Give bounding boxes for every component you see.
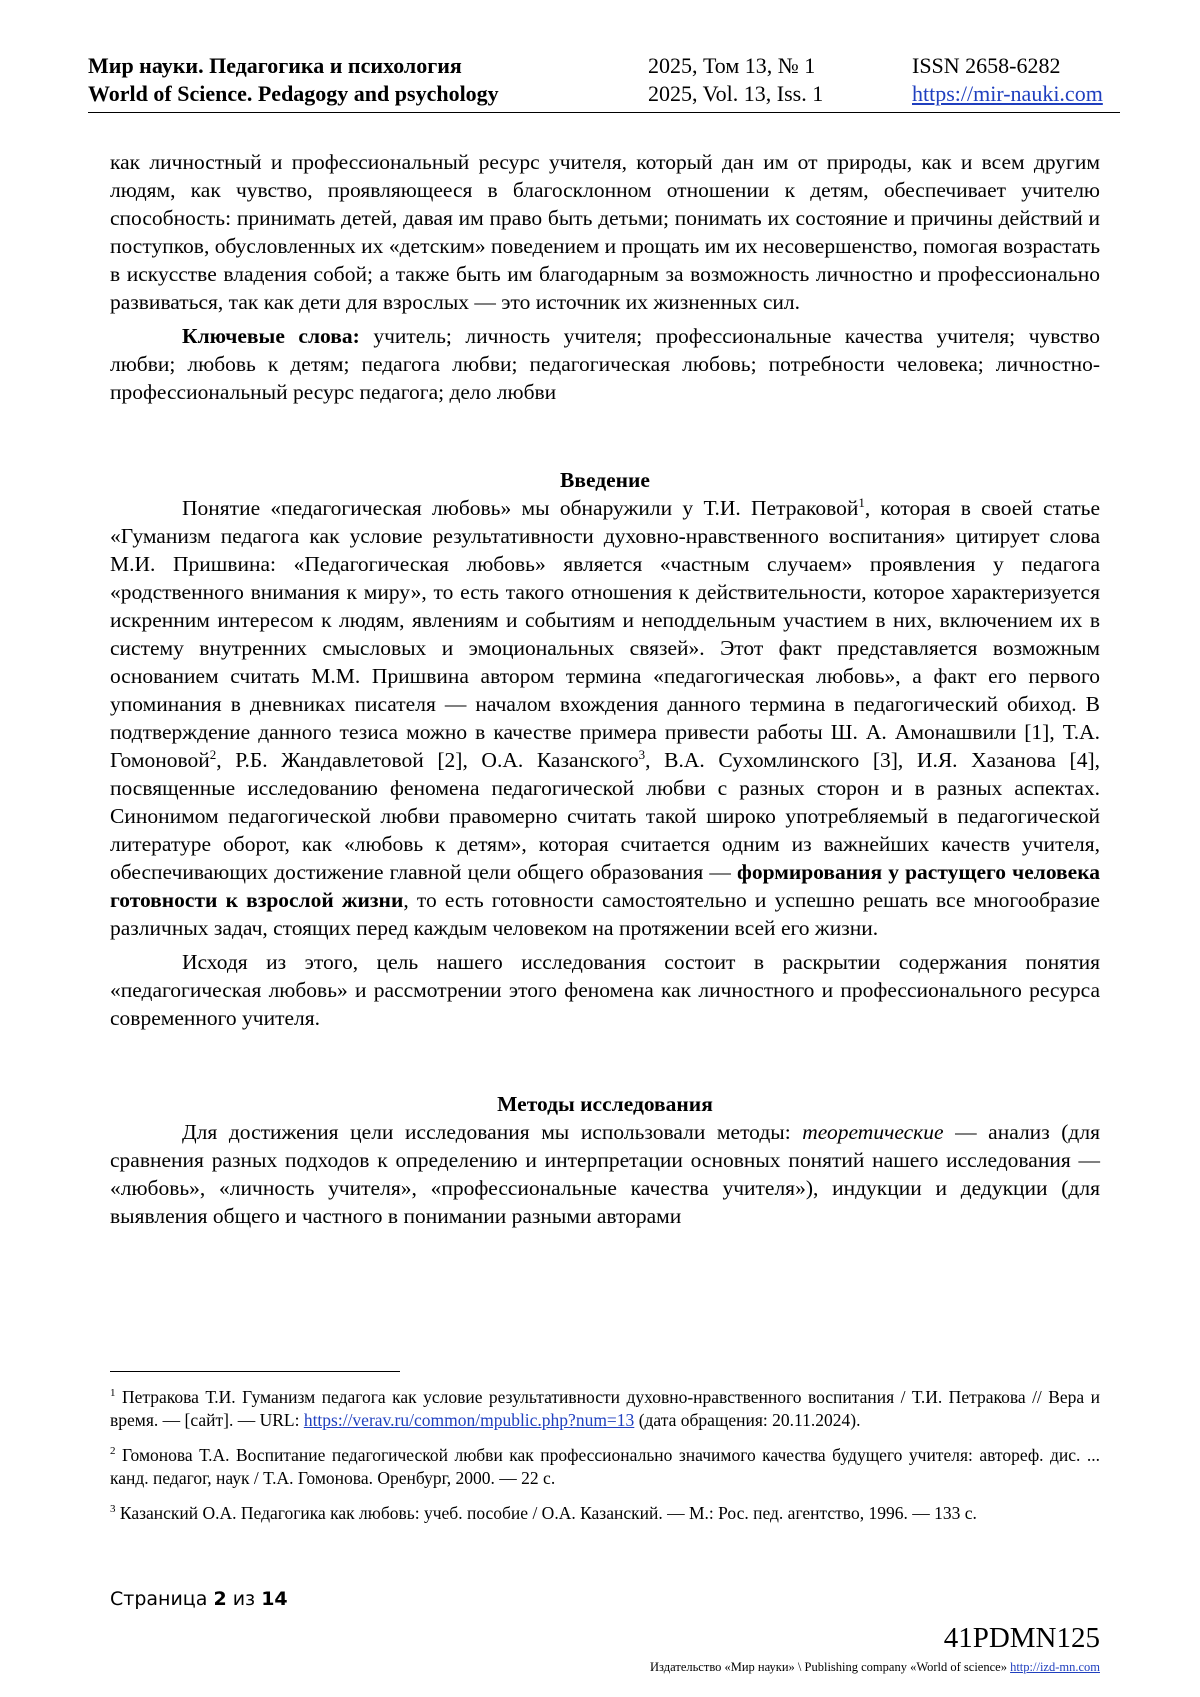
footnote-2	[110, 1444, 1100, 1490]
footnote-ref-3[interactable]: 3	[638, 746, 646, 762]
intro-paragraph-2: Исходя из этого, цель нашего исследования состоит в раскрытии содержания понятия «педагогическая любовь» и рассмотрении этого феномена как личностного и профессионального ресурса современного учителя.	[110, 950, 1100, 1030]
intro-text-b: , которая в своей статье «Гуманизм педагога как условие результативности духовно-нравственного воспитания» цитирует слова М.И. Пришвина: «Педагогическая любовь» является «частным случаем» проявления у педагога «родственного внимания к миру», то есть такого отношения к действительности, которое характеризуется искренним интересом к людям, явлениям и событиям и неподдельным участием в них, включением их в систему внутренних смысловых и эмоциональных связей». Этот факт представляется возможным основанием считать М.М. Пришвина автором термина «педагогическая любовь», а факт его первого упоминания в дневниках писателя — началом вхождения данного термина в педагогический обиход. В подтверждение данного тезиса можно в качестве примера привести работы Ш. А. Амонашвили [1], Т.А. Гомоновой	[110, 496, 1100, 772]
footnotes	[110, 1386, 1100, 1537]
intro-bold-goal: формирования у растущего человека готовности к взрослой жизни	[110, 860, 1101, 912]
keywords-text: учитель; личность учителя; профессиональные качества учителя; чувство любви; любовь к детям; педагога любви; педагогическая любовь; потребности человека; личностно-профессиональный ресурс педагога; дело любви	[110, 324, 1100, 404]
issue-ru: 2025, Том 13, № 1	[648, 53, 816, 78]
footnote-divider	[110, 1371, 400, 1372]
footnote-number-2: 2	[110, 1445, 116, 1458]
abstract-end: как личностный и профессиональный ресурс учителя, который дан им от природы, как и всем другим людям, как чувство, проявляющееся в благосклонном отношении к детям, обеспечивает учителю способность: принимать детей, давая им право быть детьми; понимать их состояние и причины действий и поступков, обусловленных их «детским» поведением и прощать им их несовершенство, помогая возрастать в искусстве владения собой; а также быть им благодарным за возможность личностно и профессионально развиваться, так как дети для взрослых — это источник их жизненных сил.	[110, 150, 1100, 314]
page-current: 2	[213, 1588, 227, 1610]
methods-text-b: — анализ (для сравнения разных подходов к определению и интерпретации основных понятий нашего исследования — «любовь», «личность учителя», «профессиональные качества учителя»), индукции и дедукции (для выявления общего и частного в понимании разными авторами	[110, 1120, 1100, 1228]
publisher-line	[650, 1660, 1100, 1675]
footnote-1-link[interactable]: https://verav.ru/common/mpublic.php?num=13	[303, 1410, 635, 1430]
issn: ISSN 2658-6282	[912, 53, 1061, 78]
methods-text-a: Для достижения цели исследования мы использовали методы:	[182, 1120, 803, 1144]
methods-heading: Методы исследования	[497, 1092, 713, 1116]
footnote-1-text: Петракова Т.И. Гуманизм педагога как условие результативности духовно-нравственного воспитания / Т.И. Петракова // Вера и время. — [сайт]. — URL:	[110, 1387, 1100, 1430]
journal-site-link[interactable]: https://mir-nauki.com	[912, 81, 1103, 106]
methods-paragraph-1	[110, 1118, 1100, 1230]
footnote-ref-1[interactable]: 1	[858, 494, 865, 510]
issue-en: 2025, Vol. 13, Iss. 1	[648, 81, 824, 106]
intro-paragraph-1	[110, 494, 1100, 942]
page-mid: из	[226, 1588, 262, 1610]
footnote-3	[110, 1502, 1100, 1525]
publisher-link[interactable]: http://izd-mn.com	[1010, 1660, 1100, 1674]
footnote-number-3: 3	[110, 1503, 116, 1516]
keywords-label: Ключевые слова:	[182, 324, 360, 348]
intro-text-e: , то есть готовности самостоятельно и успешно решать все многообразие различных задач, стоящих перед каждым человеком на протяжении всей его жизни.	[110, 888, 1100, 940]
footnote-1-date: (дата обращения: 20.11.2024).	[634, 1410, 861, 1430]
footnote-3-text: Казанский О.А. Педагогика как любовь: учеб. пособие / О.А. Казанский. — М.: Рос. пед. агентство, 1996. — 133 с.	[115, 1503, 977, 1523]
publisher-name: Издательство «Мир науки» \ Publishing company «World of science»	[650, 1660, 1011, 1674]
issn-block	[912, 52, 1103, 108]
intro-text-a: Понятие «педагогическая любовь» мы обнаружили у Т.И. Петраковой	[182, 496, 859, 520]
journal-title-en: World of Science. Pedagogy and psychology	[88, 81, 499, 106]
article-code: 41PDMN125	[943, 1622, 1100, 1654]
keywords	[110, 322, 1100, 406]
page-number	[110, 1588, 288, 1610]
page-header	[88, 52, 1120, 113]
methods-italic: теоретические	[802, 1120, 944, 1144]
footnote-2-text: Гомонова Т.А. Воспитание педагогической любви как профессионально значимого качества будущего учителя: автореф. дис. ... канд. педагог, наук / Т.А. Гомонова. Оренбург, 2000. — 22 с.	[110, 1445, 1100, 1488]
page-total: 14	[261, 1588, 288, 1610]
footnote-1	[110, 1386, 1100, 1432]
journal-title-ru: Мир науки. Педагогика и психология	[88, 53, 462, 78]
intro-text-c: , Р.Б. Жандавлетовой [2], О.А. Казанского	[216, 748, 639, 772]
article-body	[110, 148, 1100, 1230]
journal-title-block	[88, 52, 499, 108]
intro-text-d: , В.А. Сухомлинского [3], И.Я. Хазанова [4], посвященные исследованию феномена педагогической любви с разных сторон и в разных аспектах. Синонимом педагогической любви правомерно считать такой широко употребляемый в педагогической литературе оборот, как «любовь к детям», которая считается одним из важнейших качеств учителя, обеспечивающих достижение главной цели общего образования —	[110, 748, 1100, 884]
issue-block	[648, 52, 823, 108]
footnote-number-1: 1	[110, 1387, 116, 1400]
page-prefix: Страница	[110, 1588, 214, 1610]
intro-heading: Введение	[560, 468, 650, 492]
footnote-ref-2[interactable]: 2	[209, 746, 217, 762]
